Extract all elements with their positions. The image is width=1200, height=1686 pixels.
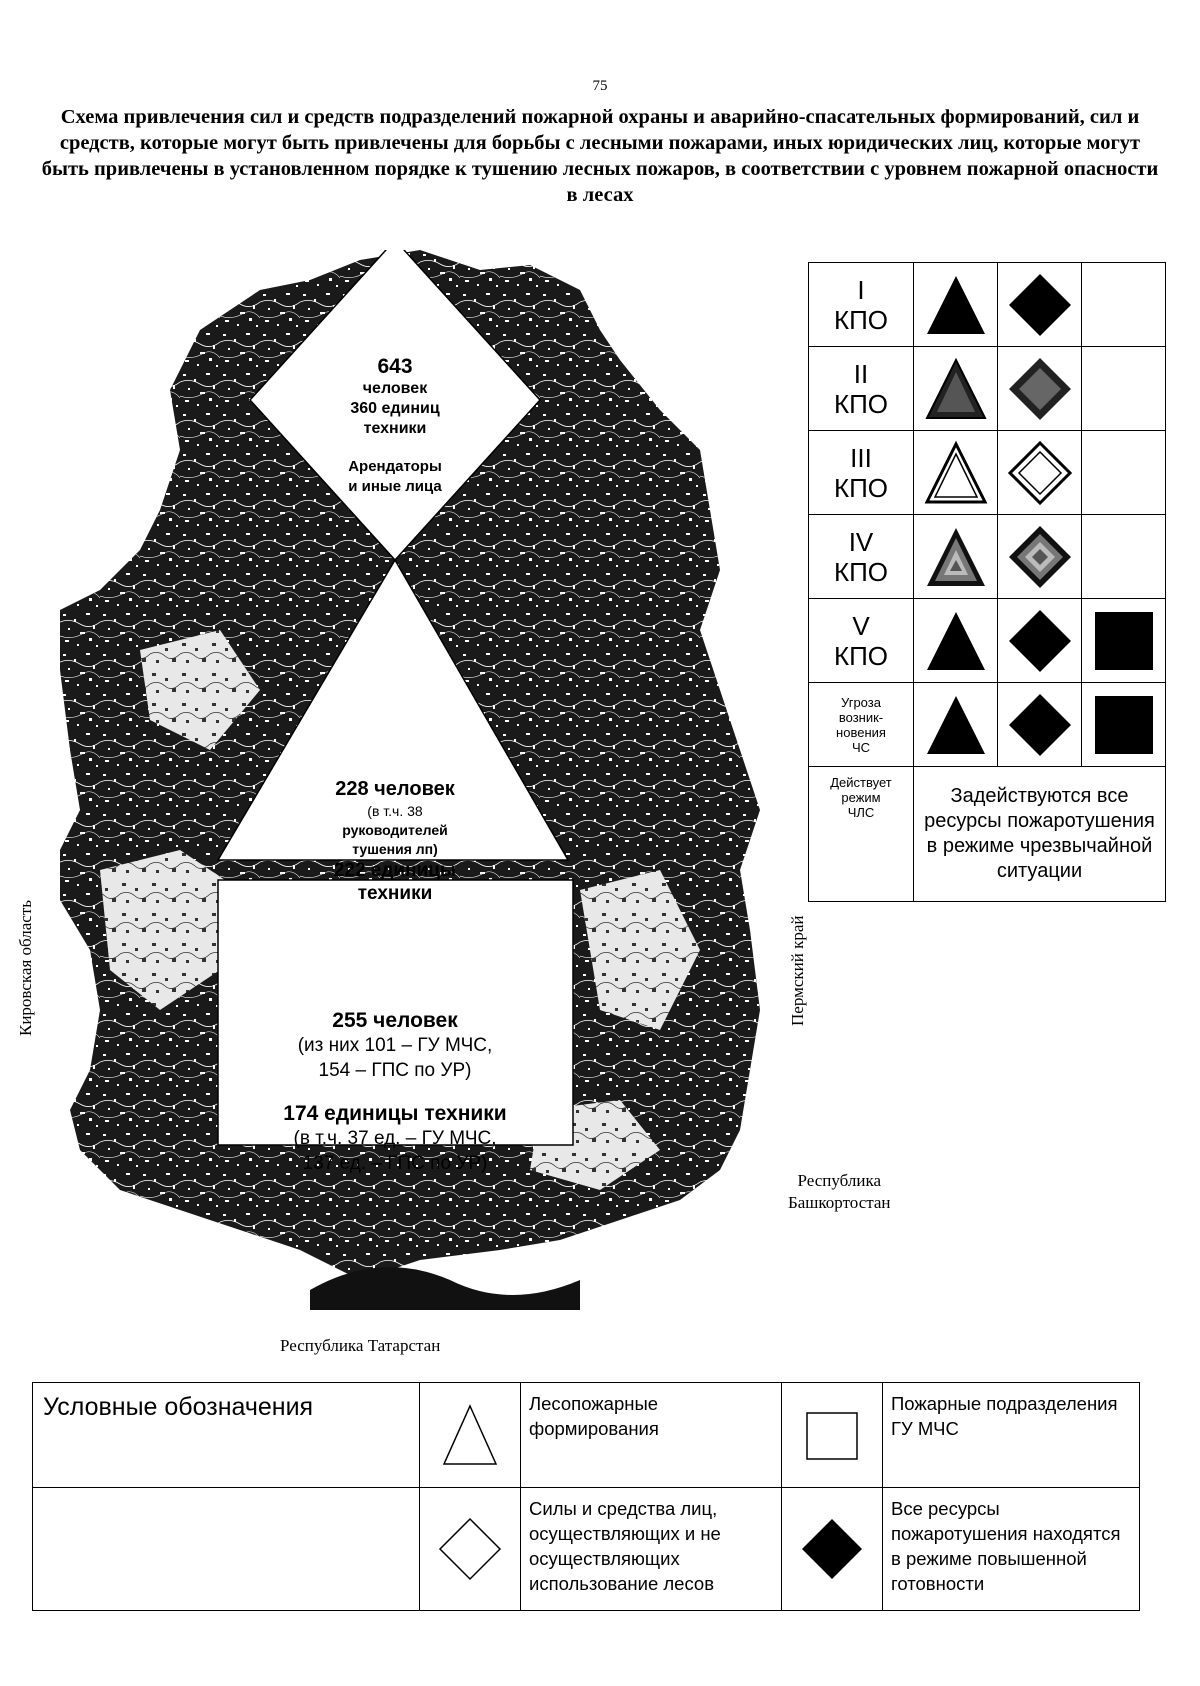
legend-item-text: Силы и средства лиц, осуществляющих и не осуществляющих использование лесов — [521, 1488, 782, 1611]
emergency-line-3: ЧЛС — [847, 805, 875, 820]
kpo-level-cell — [809, 263, 914, 347]
kpo-label: КПО — [833, 388, 889, 419]
kpo-label: КПО — [833, 472, 889, 503]
diamond-equipment: 360 единиц — [350, 400, 440, 417]
threat-line-1: Угроза — [841, 694, 881, 710]
triangle-people: 228 человек — [335, 778, 455, 800]
kpo-roman: V — [852, 610, 870, 641]
filled-diamond-icon — [1007, 692, 1073, 758]
filled-triangle-icon — [923, 692, 989, 758]
legend-title: Условные обозначения — [33, 1383, 420, 1488]
kpo-label: КПО — [833, 304, 889, 335]
kpo-row-2 — [809, 347, 1166, 431]
diamond-who-1: Арендаторы — [348, 458, 442, 475]
box-people: 255 человек — [332, 1009, 458, 1032]
threat-line-2: возник- — [838, 709, 884, 725]
kpo-roman: IV — [848, 526, 874, 557]
triangle-note-3: тушения лп) — [352, 841, 438, 857]
region-southeast — [788, 1170, 891, 1214]
filled-diamond-icon — [1007, 608, 1073, 674]
diamond-people: человек — [362, 380, 428, 397]
shaded-diamond-icon — [1007, 356, 1073, 422]
kpo-roman: II — [853, 358, 869, 389]
kpo-level-cell — [809, 599, 914, 683]
legend-item-text: Лесопожарные формирования — [521, 1383, 782, 1488]
kpo-row-emergency — [809, 767, 1166, 902]
kpo-roman: I — [857, 274, 865, 305]
emergency-line-1: Действует — [830, 775, 892, 790]
triangle-equipment-unit: техники — [357, 883, 433, 904]
threat-line-4: ЧС — [851, 739, 871, 755]
kpo-label: КПО — [833, 556, 889, 587]
triangle-note-2: руководителей — [342, 822, 448, 838]
kpo-level-cell — [809, 347, 914, 431]
kpo-roman: III — [850, 442, 872, 473]
filled-triangle-icon — [923, 272, 989, 338]
triangle-note-1: (в т.ч. 38 — [367, 803, 423, 819]
page-number: 75 — [592, 78, 608, 94]
kpo-level-cell — [809, 515, 914, 599]
region-southeast-line-1: Республика — [797, 1171, 881, 1190]
box-equipment-note-1: (в т.ч. 37 ед. – ГУ МЧС, — [293, 1128, 497, 1149]
triangle-equipment: 222 единицы — [333, 860, 457, 881]
outline-diamond-icon — [437, 1516, 503, 1582]
outline-square-icon — [802, 1405, 862, 1465]
filled-diamond-icon — [1007, 272, 1073, 338]
box-label — [220, 1008, 570, 1176]
kpo-row-5 — [809, 599, 1166, 683]
outline-diamond-icon — [1007, 440, 1073, 506]
kpo-row-4 — [809, 515, 1166, 599]
gradient-triangle-icon — [923, 524, 989, 590]
outline-triangle-icon — [440, 1402, 500, 1468]
diamond-label — [325, 354, 465, 497]
legend-item-text: Пожарные подразделения ГУ МЧС — [883, 1383, 1140, 1488]
emergency-line-2: режим — [841, 790, 881, 805]
page-title: Схема привлечения сил и средств подразделений пожарной охраны и аварийно-спасательных формирований, сил и средств, которые могут быть привлечены для борьбы с лесными пожарами, иных юридических лиц, которые могут быть привлечены в установленном порядке к тушению лесных пожаров, в соответствии с уровнем пожарной опасности в лесах — [41, 106, 1159, 206]
filled-square-icon — [1091, 692, 1157, 758]
legend-item-text: Все ресурсы пожаротушения находятся в режиме повышенной готовности — [883, 1488, 1140, 1611]
diamond-count: 643 — [377, 355, 413, 378]
filled-diamond-icon — [799, 1516, 865, 1582]
region-southeast-line-2: Башкортостан — [788, 1193, 891, 1212]
threat-cell — [809, 683, 914, 767]
outline-triangle-icon — [923, 440, 989, 506]
shaded-triangle-icon — [923, 356, 989, 422]
triangle-label — [315, 778, 475, 905]
filled-triangle-icon — [923, 608, 989, 674]
kpo-table — [808, 262, 1166, 902]
region-west: Кировская область — [16, 899, 35, 1036]
kpo-row-1 — [809, 263, 1166, 347]
box-equipment-note-2: 137 ед. – ГПС по УР) — [302, 1153, 488, 1174]
gradient-diamond-icon — [1007, 524, 1073, 590]
emergency-description: Задействуются все ресурсы пожаротушения в режиме чрезвычайной ситуации — [914, 767, 1166, 902]
legend-table — [32, 1382, 1140, 1611]
diamond-who-2: и иные лица — [348, 478, 442, 495]
diamond-equipment-unit: техники — [363, 420, 427, 437]
box-people-note-2: 154 – ГПС по УР) — [318, 1060, 472, 1081]
filled-square-icon — [1091, 608, 1157, 674]
kpo-level-cell — [809, 431, 914, 515]
box-equipment: 174 единицы техники — [283, 1102, 507, 1125]
emergency-cell — [809, 767, 914, 902]
kpo-row-threat — [809, 683, 1166, 767]
kpo-row-3 — [809, 431, 1166, 515]
region-south: Республика Татарстан — [280, 1336, 441, 1355]
box-people-note-1: (из них 101 – ГУ МЧС, — [297, 1035, 493, 1056]
kpo-label: КПО — [833, 640, 889, 671]
region-east: Пермский край — [788, 915, 807, 1026]
threat-line-3: новения — [836, 724, 886, 740]
